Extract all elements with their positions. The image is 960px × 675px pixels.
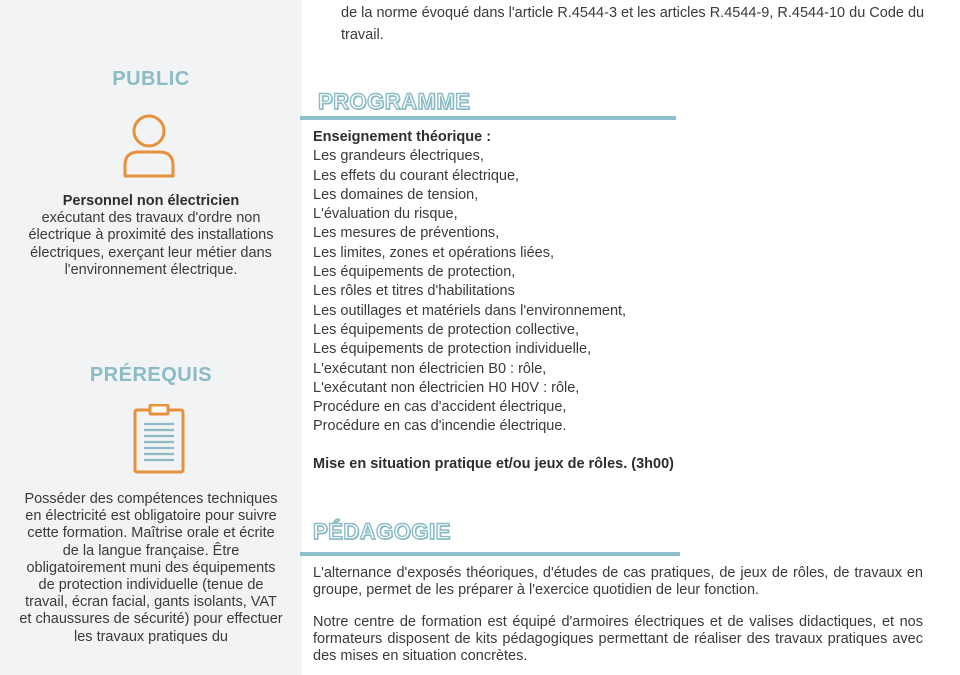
programme-heading: PROGRAMME (318, 89, 471, 114)
programme-item: Les équipements de protection, (313, 264, 516, 281)
public-description (18, 193, 284, 279)
programme-item: Les rôles et titres d'habilitations (313, 283, 515, 300)
programme-item: Les domaines de tension, (313, 186, 479, 203)
programme-item: Les grandeurs électriques, (313, 148, 484, 165)
public-heading: PUBLIC (112, 68, 190, 90)
programme-item: Les mesures de préventions, (313, 225, 500, 242)
intro-text: de la norme évoqué dans l'article R.4544-3 et les articles R.4544-9, R.4544-10 du Code du travail. (341, 5, 925, 43)
programme-item: L'exécutant non électricien H0 H0V : rôle, (313, 379, 580, 396)
programme-item: L'exécutant non électricien B0 : rôle, (313, 360, 547, 377)
programme-item: L'évaluation du risque, (313, 206, 458, 223)
programme-item: Les équipements de protection collective, (313, 321, 579, 338)
pedagogie-content (313, 565, 923, 665)
public-text: exécutant des travaux d'ordre non électrique à proximité des installations électriques, exerçant leur métier dans l'environnement électrique. (28, 210, 274, 278)
programme-item: Les limites, zones et opérations liées, (313, 244, 554, 261)
programme-list (313, 147, 674, 436)
programme-rule (300, 116, 676, 120)
prerequis-heading: PRÉREQUIS (89, 364, 213, 386)
programme-content (313, 128, 674, 474)
programme-item: Procédure en cas d'accident électrique, (313, 399, 567, 416)
programme-item: Les outillages et matériels dans l'environnement, (313, 302, 627, 319)
pedagogie-paragraph-1: L'alternance d'exposés théoriques, d'études de cas pratiques, de jeux de rôles, de travaux en groupe, permet de les préparer à l'exercice quotidien de leur fonction. (313, 565, 923, 598)
programme-item: Les effets du courant électrique, (313, 167, 520, 184)
programme-subtitle: Enseignement théorique : (313, 129, 492, 145)
programme-footer: Mise en situation pratique et/ou jeux de rôles. (3h00) (313, 455, 674, 472)
clipboard-icon (133, 404, 185, 474)
pedagogie-paragraph-2: Notre centre de formation est équipé d'armoires électriques et de valises didactiques, et nos formateurs disposent de kits pédagogiques permettant de réaliser des travaux pratiques avec des mises en situation concrètes. (313, 614, 923, 664)
sidebar (0, 0, 302, 675)
person-icon (121, 113, 177, 179)
pedagogie-heading: PÉDAGOGIE (313, 519, 451, 544)
pedagogie-rule (300, 552, 680, 556)
prerequis-text: Posséder des compétences techniques en électricité est obligatoire pour suivre cette formation. Maîtrise orale et écrite de la langue française. Être obligatoirement muni des équipements de protection individuelle (tenue de travail, écran facial, gants isolants, VAT et chaussures de sécurité) pour effectuer les travaux pratiques du (19, 491, 283, 645)
public-bold-text: Personnel non électricien (62, 193, 240, 209)
programme-item: Les équipements de protection individuelle, (313, 341, 592, 358)
programme-item: Procédure en cas d'incendie électrique. (313, 418, 567, 435)
